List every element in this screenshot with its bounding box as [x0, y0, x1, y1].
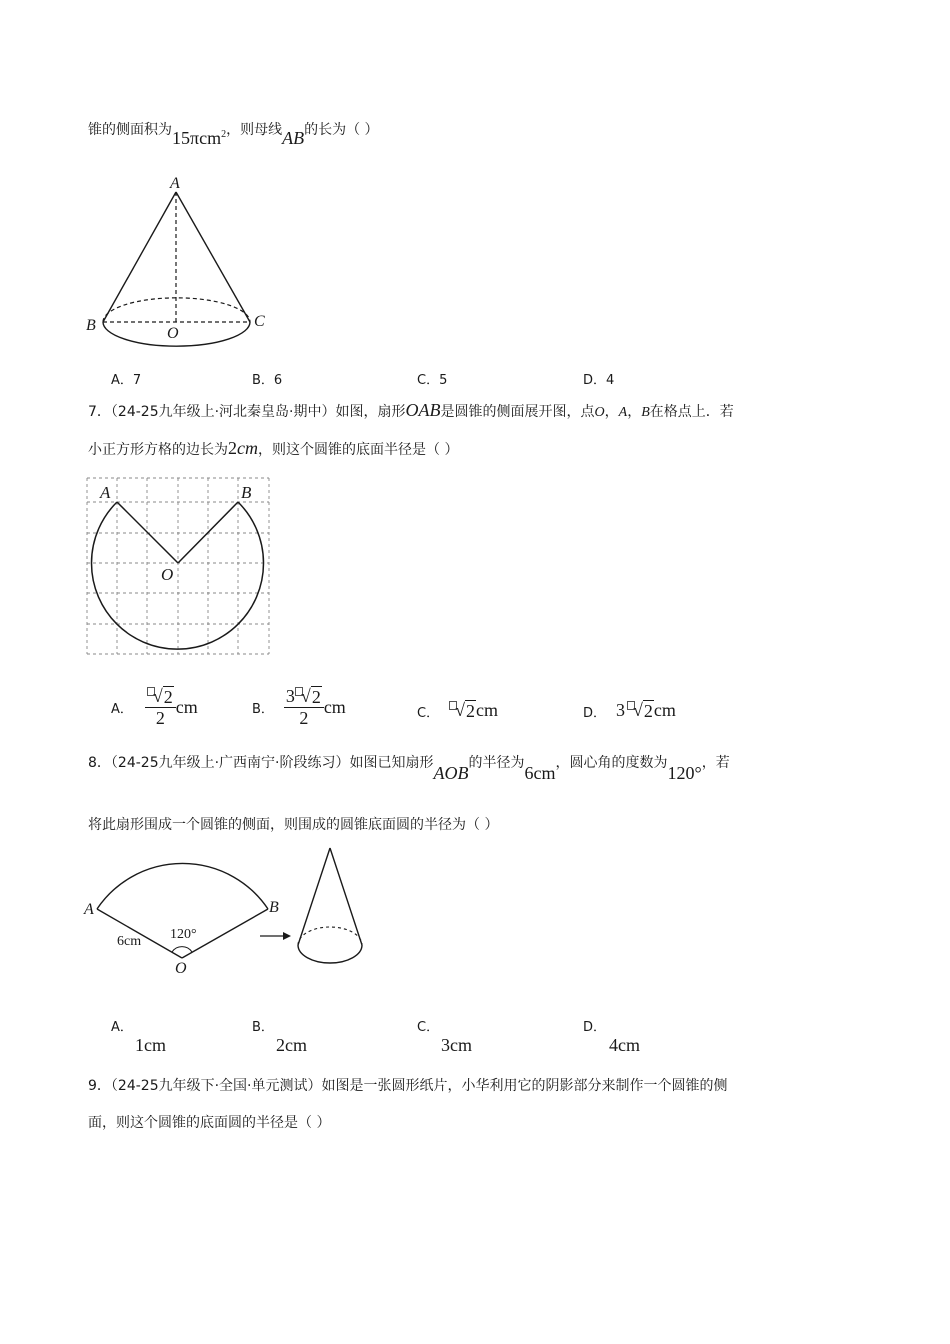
- q8-sector-aob: AOB: [433, 763, 469, 783]
- q9-number: 9．: [88, 1078, 111, 1094]
- q8-label-radius: 6cm: [117, 934, 142, 949]
- q8-arrow-head: [283, 932, 291, 940]
- q6-label-a: A: [170, 175, 180, 192]
- q8-number: 8．: [88, 755, 111, 771]
- q8-label-o: O: [175, 960, 187, 977]
- q8-option-d[interactable]: D． 4cm: [583, 1020, 640, 1055]
- q6-area-value: 15πcm$^2$: [172, 128, 227, 148]
- q8-option-c[interactable]: C． 3cm: [417, 1020, 472, 1055]
- q8-cone-base-front: [298, 945, 362, 963]
- q7-stem-line1: 7．（24-25九年级上·河北秦皇岛·期中）如图，扇形OAB是圆锥的侧面展开图，点O，A，B在格点上．若: [88, 400, 734, 420]
- q6-label-o: O: [167, 325, 179, 342]
- q6-segment-ab: AB: [282, 128, 305, 148]
- q6-option-b[interactable]: B．6: [252, 373, 283, 388]
- q6-label-c: C: [254, 313, 265, 330]
- q6-suffix: 的长为（ ）: [304, 122, 379, 138]
- q7-label-a: A: [100, 483, 111, 502]
- q8-cone-base-back: [298, 927, 362, 945]
- q6-slant-right: [176, 192, 250, 322]
- q7-label-b: B: [241, 483, 252, 502]
- q6-label-b: B: [86, 317, 96, 334]
- q7-grid-figure: [80, 476, 280, 660]
- q7-radius-ob: [178, 502, 238, 563]
- q7-radius-oa: [117, 502, 178, 563]
- q8-stem-line2: 将此扇形围成一个圆锥的侧面，则围成的圆锥底面圆的半径为（ ）: [88, 817, 499, 833]
- q6-slant-left: [103, 192, 176, 322]
- q8-option-b[interactable]: B． 2cm: [252, 1020, 307, 1055]
- q7-side-length: 2cm: [228, 438, 258, 458]
- q7-option-c[interactable]: C． √ 2 cm: [417, 700, 498, 721]
- q7-option-a[interactable]: A． √ 2 2 cm: [111, 686, 198, 728]
- q8-cone-slant-left: [298, 848, 330, 945]
- q8-label-angle: 120°: [170, 927, 197, 942]
- q6-option-c[interactable]: C．5: [417, 373, 448, 388]
- q6-mid: ，则母线: [226, 122, 283, 138]
- q8-sector-cone-figure: [80, 842, 380, 982]
- q8-source: （24-25九年级上·广西南宁·阶段练习）: [110, 755, 350, 771]
- q9-stem-line1: 9．（24-25九年级下·全国·单元测试）如图是一张圆形纸片，小华利用它的阴影部分来制作一个圆锥的侧: [88, 1078, 728, 1094]
- q6-cone-figure: [80, 170, 280, 350]
- q8-angle: 120°: [667, 763, 702, 783]
- q6-stem-line: [88, 118, 379, 152]
- q8-label-b: B: [269, 899, 279, 916]
- q7-stem-line2: 小正方形方格的边长为2cm，则这个圆锥的底面半径是（ ）: [88, 438, 459, 458]
- q6-option-a[interactable]: A．7: [111, 373, 142, 388]
- q8-stem-line1: 8．（24-25九年级上·广西南宁·阶段练习）如图已知扇形AOB的半径为6cm，圆心角的度数为120°，若: [88, 755, 730, 783]
- q7-label-o: O: [161, 565, 174, 584]
- q8-angle-arc: [172, 947, 192, 952]
- q7-sector-oab: OAB: [405, 400, 441, 420]
- q8-cone-slant-right: [330, 848, 362, 945]
- q7-number: 7．: [88, 404, 111, 420]
- q7-option-b[interactable]: B． 3 √ 2 2 cm: [252, 686, 346, 728]
- q8-radius: 6cm: [524, 763, 556, 783]
- q7-source: （24-25九年级上·河北秦皇岛·期中）: [110, 404, 336, 420]
- q9-stem-line2: 面，则这个圆锥的底面圆的半径是（ ）: [88, 1115, 331, 1131]
- q6-prefix: 锥的侧面积为: [88, 122, 172, 138]
- q7-option-d[interactable]: D． 3 √ 2 cm: [583, 700, 676, 721]
- q6-option-d[interactable]: D．4: [583, 373, 615, 388]
- q8-option-a[interactable]: A． 1cm: [111, 1020, 166, 1055]
- q8-label-a: A: [84, 901, 94, 918]
- q8-sector-arc: [97, 863, 268, 909]
- q9-source: （24-25九年级下·全国·单元测试）: [110, 1078, 322, 1094]
